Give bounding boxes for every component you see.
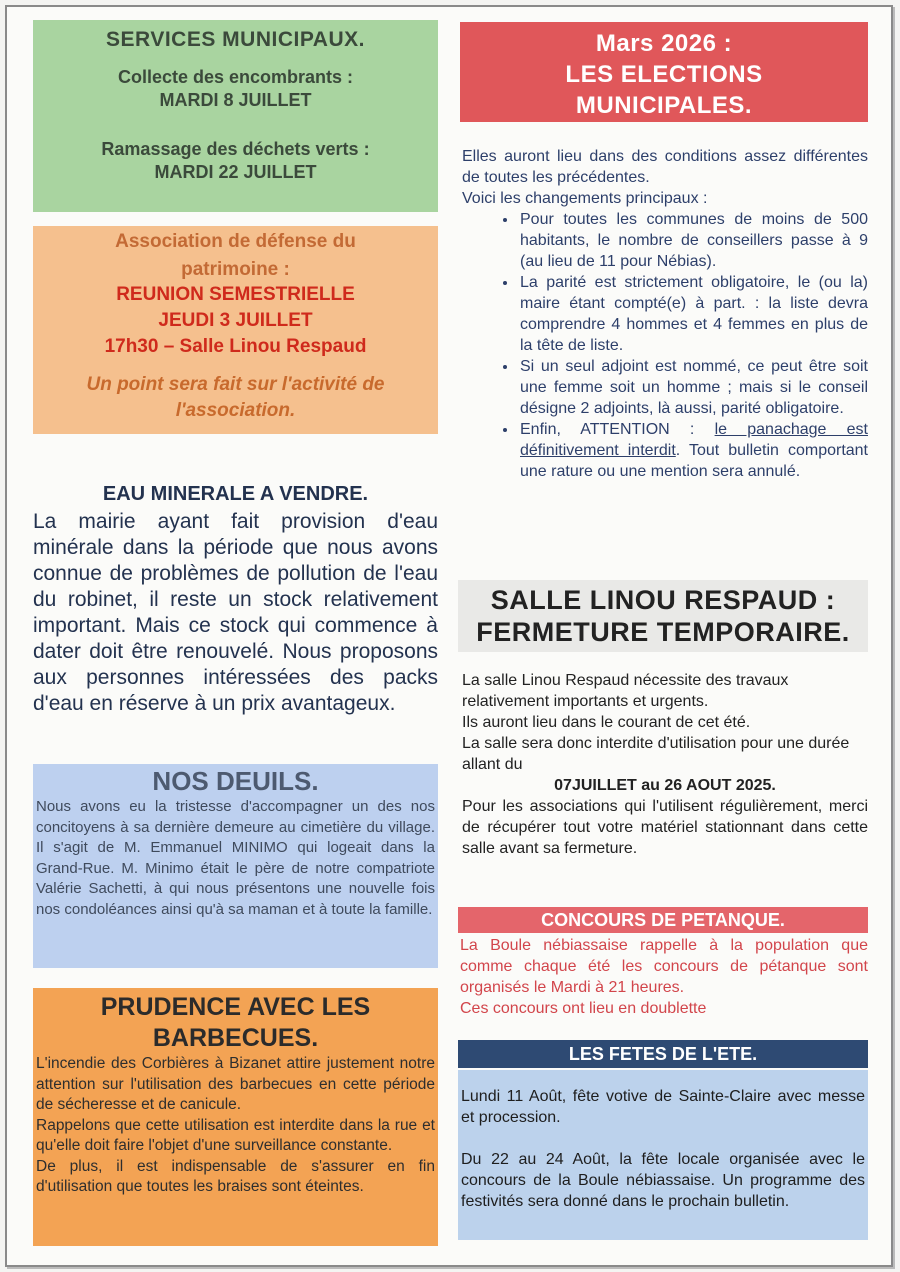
- asso-note-1: Un point sera fait sur l'activité de: [86, 374, 385, 395]
- prudence-title-2: BARBECUES.: [152, 1024, 319, 1052]
- prudence-paragraph-3: De plus, il est indispensable de s'assurer en fin d'utilisation que toutes les braises sont éteintes.: [36, 1157, 435, 1195]
- services-encombrants-date: MARDI 8 JUILLET: [159, 90, 312, 110]
- association-box: [33, 226, 438, 434]
- asso-heading-2: patrimoine :: [181, 259, 290, 280]
- elections-changes-list: [462, 209, 868, 482]
- salle-header: [458, 580, 868, 652]
- fetes-paragraph-2: Du 22 au 24 Août, la fête locale organisée avec le concours de la Boule nébiassaise. Un programme des festivités sera donné dans le prochain bulletin.: [461, 1151, 865, 1210]
- salle-body: [462, 670, 868, 859]
- salle-title-1: SALLE LINOU RESPAUD :: [490, 585, 836, 615]
- elections-header: [460, 22, 868, 122]
- elections-bullet-2: • La parité est strictement obligatoire, le (ou la) maire étant compté(e) à part. : la liste devra comprendre 4 hommes et 4 femmes en plus de la tête de liste.: [518, 272, 868, 356]
- salle-title-2: FERMETURE TEMPORAIRE.: [476, 617, 850, 647]
- prudence-paragraph-2: Rappelons que cette utilisation est interdite dans la rue et qu'elle doit faire l'objet d'une surveillance constante.: [36, 1116, 435, 1154]
- elections-title-2: LES ELECTIONS: [565, 61, 763, 88]
- elections-intro: Elles auront lieu dans des conditions assez différentes de toutes les précédentes.: [462, 148, 868, 186]
- elections-bullet-4-underlined: le panachage est définitivement interdit: [520, 421, 868, 459]
- deuils-title: NOS DEUILS.: [152, 766, 319, 796]
- salle-paragraph-1: La salle Linou Respaud nécessite des travaux relativement importants et urgents.: [462, 672, 789, 710]
- services-dechets-date: MARDI 22 JUILLET: [154, 162, 317, 182]
- asso-date: JEUDI 3 JUILLET: [158, 310, 313, 331]
- elections-title-3: MUNICIPALES.: [575, 92, 753, 119]
- petanque-text: La Boule nébiassaise rappelle à la population que comme chaque été les concours de pétanque sont organisés le Mardi à 21 heures.: [460, 937, 868, 996]
- fetes-body: [458, 1070, 868, 1240]
- elections-intro-2: Voici les changements principaux :: [462, 190, 708, 207]
- elections-bullet-4: [518, 419, 868, 482]
- eau-body: La mairie ayant fait provision d'eau minérale dans la période que nous avons connue de problèmes de pollution de l'eau du robinet, il reste un stock relativement important. Mais ce stock qui commence à dater doit être renouvelé. Nous proposons aux personnes intéressées des packs d'eau en réserve à un prix avantageux.: [33, 510, 438, 715]
- fetes-title: LES FETES DE L'ETE.: [568, 1044, 758, 1064]
- deuils-box: [33, 764, 438, 968]
- eau-minerale-section: [33, 483, 438, 717]
- elections-bullet-4-tail: . Tout bulletin comportant une rature ou une mention sera annulé.: [520, 442, 869, 480]
- services-encombrants-label: Collecte des encombrants :: [117, 67, 354, 87]
- services-dechets-label: Ramassage des déchets verts :: [101, 139, 370, 159]
- asso-time-place: 17h30 – Salle Linou Respaud: [104, 336, 367, 357]
- prudence-paragraph-1: L'incendie des Corbières à Bizanet attire justement notre attention sur l'utilisation des barbecues en cette période de sécheresse et de canicule.: [36, 1055, 435, 1113]
- petanque-body: [460, 935, 868, 1019]
- petanque-text-2: Ces concours ont lieu en doublette: [460, 1000, 707, 1017]
- asso-reunion: REUNION SEMESTRIELLE: [116, 284, 355, 305]
- eau-title: EAU MINERALE A VENDRE.: [102, 483, 369, 505]
- elections-title-1: Mars 2026 :: [595, 30, 733, 57]
- elections-body: [462, 146, 868, 482]
- salle-paragraph-4: Pour les associations qui l'utilisent régulièrement, merci de récupérer tout votre matériel stationnant dans cette salle avant sa fermeture.: [462, 798, 868, 857]
- services-municipaux-box: [33, 20, 438, 212]
- prudence-title-1: PRUDENCE AVEC LES: [100, 993, 371, 1021]
- asso-note-2: l'association.: [175, 400, 296, 421]
- salle-dates: 07JUILLET au 26 AOUT 2025.: [554, 777, 776, 794]
- petanque-header: [458, 907, 868, 933]
- salle-paragraph-3: La salle sera donc interdite d'utilisation pour une durée allant du: [462, 735, 850, 773]
- prudence-box: [33, 988, 438, 1246]
- deuils-body: Nous avons eu la tristesse d'accompagner un des nos concitoyens à sa dernière demeure au cimetière du village. Il s'agit de M. Emmanuel MINIMO qui logeait dans la Grand-Rue. M. Minimo était le père de notre compatriote Valérie Sachetti, à qui nous présentons une nouvelle fois nos condoléances ainsi qu'à sa maman et à toute la famille.: [36, 798, 435, 918]
- elections-bullet-3: • Si un seul adjoint est nommé, ce peut être soit une femme soit un homme ; mais si le conseil désigne 2 adjoints, là aussi, parité obligatoire.: [518, 356, 868, 419]
- services-title: SERVICES MUNICIPAUX.: [106, 28, 365, 51]
- salle-paragraph-2: Ils auront lieu dans le courant de cet été.: [462, 714, 751, 731]
- elections-bullet-1: • Pour toutes les communes de moins de 500 habitants, le nombre de conseillers passe à 9 (au lieu de 11 pour Nébias).: [518, 209, 868, 272]
- elections-bullet-4-lead: Enfin, ATTENTION :: [520, 421, 715, 438]
- fetes-paragraph-1: Lundi 11 Août, fête votive de Sainte-Claire avec messe et procession.: [461, 1088, 865, 1126]
- asso-heading-1: Association de défense du: [115, 231, 356, 252]
- fetes-header: [458, 1040, 868, 1068]
- petanque-title: CONCOURS DE PETANQUE.: [541, 910, 785, 930]
